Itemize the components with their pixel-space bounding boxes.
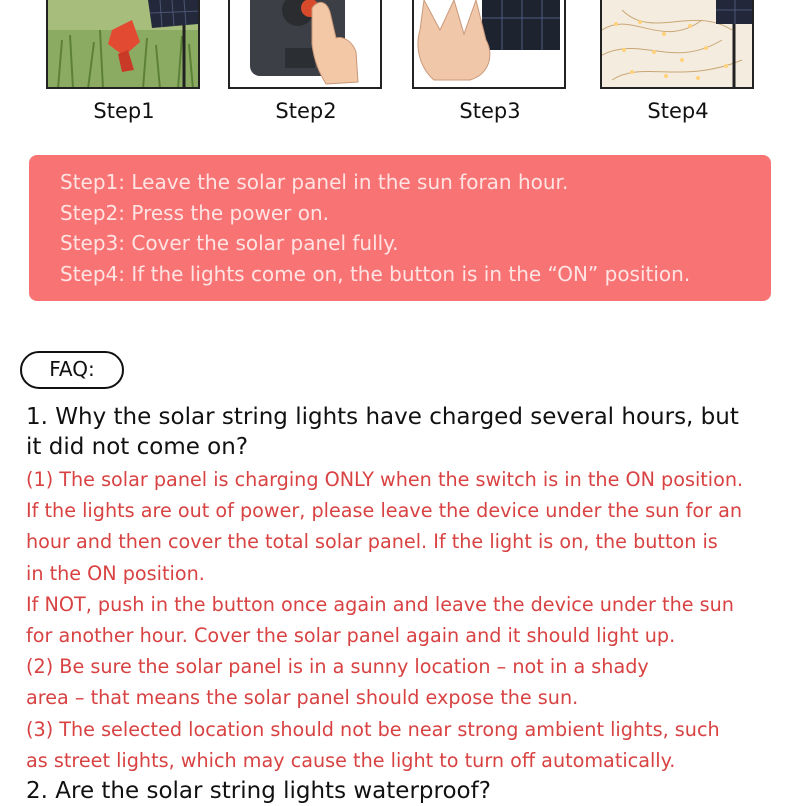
step-label: Step1 <box>93 99 155 123</box>
step-2 <box>226 0 386 135</box>
step-1-photo <box>46 0 200 89</box>
step-1 <box>44 0 204 135</box>
step-3 <box>410 0 570 135</box>
string-lights-on-image <box>602 0 754 89</box>
answer-1-line: area – that means the solar panel should expose the sun. <box>26 686 579 710</box>
answer-1-line: hour and then cover the total solar panel. If the light is on, the button is <box>26 530 718 554</box>
step-label: Step3 <box>459 99 521 123</box>
steps-row <box>0 0 800 135</box>
instructions-box <box>29 155 771 301</box>
answer-1-line: (3) The selected location should not be near strong ambient lights, such <box>26 717 720 741</box>
question-1-line: it did not come on? <box>26 434 249 460</box>
question-1-line: 1. Why the solar string lights have charged several hours, but <box>26 404 739 430</box>
instruction-line: Step4: If the lights come on, the button is in the “ON” position. <box>60 261 691 286</box>
step-3-photo <box>412 0 566 89</box>
answer-1-line: If NOT, push in the button once again and leave the device under the sun <box>26 592 734 616</box>
answer-1-line: in the ON position. <box>26 561 205 585</box>
answer-1-line: If the lights are out of power, please leave the device under the sun for an <box>26 499 743 523</box>
press-power-button-image <box>230 0 382 89</box>
step-4-photo <box>600 0 754 89</box>
question-2-title: 2. Are the solar string lights waterproof? <box>26 778 491 805</box>
step-2-photo <box>228 0 382 89</box>
instruction-line: Step3: Cover the solar panel fully. <box>60 231 399 255</box>
answer-1-line: for another hour. Cover the solar panel again and it should light up. <box>26 624 676 648</box>
answer-1-line: (1) The solar panel is charging ONLY when the switch is in the ON position. <box>26 468 744 491</box>
step-label: Step4 <box>647 99 709 123</box>
step-label: Step2 <box>275 99 337 123</box>
answer-1-line: as street lights, which may cause the light to turn off automatically. <box>26 748 676 772</box>
answer-1-line: (2) Be sure the solar panel is in a sunny location – not in a shady <box>26 655 649 679</box>
faq-badge: FAQ: <box>20 351 124 389</box>
cover-solar-panel-image <box>414 0 566 89</box>
faq-section <box>26 402 796 806</box>
step-4 <box>598 0 758 135</box>
solar-panel-in-grass-image <box>48 0 200 89</box>
instruction-line: Step2: Press the power on. <box>60 200 329 225</box>
instruction-line: Step1: Leave the solar panel in the sun foran hour. <box>60 170 569 194</box>
